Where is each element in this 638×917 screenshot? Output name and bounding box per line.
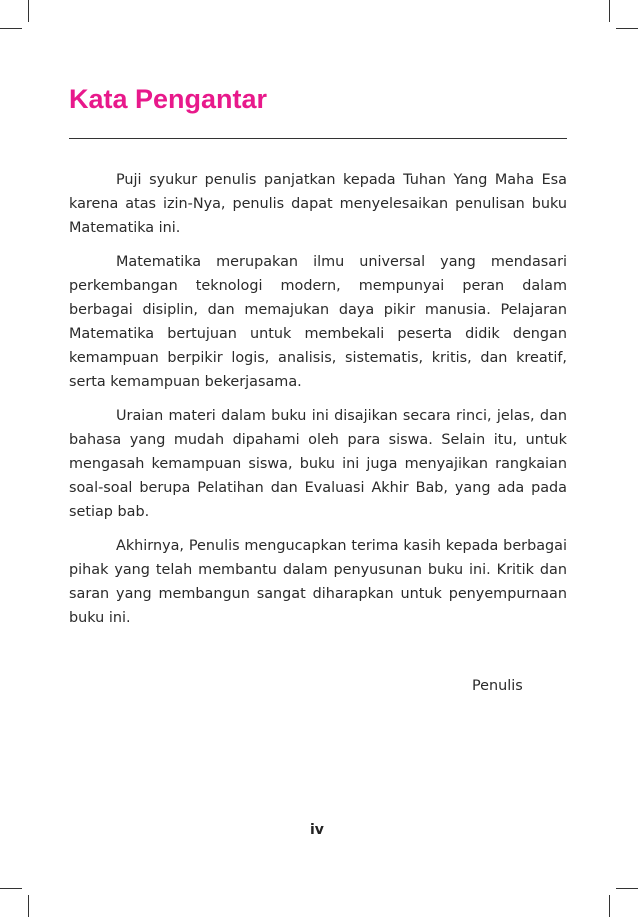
crop-mark-top-left-v [28, 0, 29, 22]
crop-mark-top-right-h [616, 28, 638, 29]
crop-mark-top-left-h [0, 28, 22, 29]
crop-mark-bottom-left-h [0, 888, 22, 889]
page-number: iv [310, 822, 324, 838]
crop-mark-bottom-right-v [609, 895, 610, 917]
preface-body [69, 168, 567, 640]
crop-mark-bottom-left-v [28, 895, 29, 917]
page-title: Kata Pengantar [69, 84, 268, 114]
paragraph-3: Uraian materi dalam buku ini disajikan secara rinci, jelas, dan bahasa yang mudah dipahami oleh para siswa. Selain itu, untuk mengasah kemampuan siswa, buku ini juga menyajikan rangkaian soal-soal berupa Pelatihan dan Evaluasi Akhir Bab, yang ada pada setiap bab. [69, 408, 567, 520]
paragraph-2: Matematika merupakan ilmu universal yang mendasari perkembangan teknologi modern, mempunyai peran dalam berbagai disiplin, dan memajukan daya pikir manusia. Pelajaran Matematika bertujuan untuk membekali peserta didik dengan kemampuan berpikir logis, analisis, sistematis, kritis, dan kreatif, serta kemampuan bekerjasama. [69, 254, 567, 390]
paragraph-1: Puji syukur penulis panjatkan kepada Tuhan Yang Maha Esa karena atas izin-Nya, penulis dapat menyelesaikan penulisan buku Matematika ini. [69, 172, 567, 236]
crop-mark-top-right-v [609, 0, 610, 22]
paragraph-4: Akhirnya, Penulis mengucapkan terima kasih kepada berbagai pihak yang telah membantu dalam penyusunan buku ini. Kritik dan saran yang membangun sangat diharapkan untuk penyempurnaan buku ini. [69, 538, 567, 626]
author-signature: Penulis [472, 678, 523, 694]
crop-mark-bottom-right-h [616, 888, 638, 889]
title-divider [69, 138, 567, 139]
